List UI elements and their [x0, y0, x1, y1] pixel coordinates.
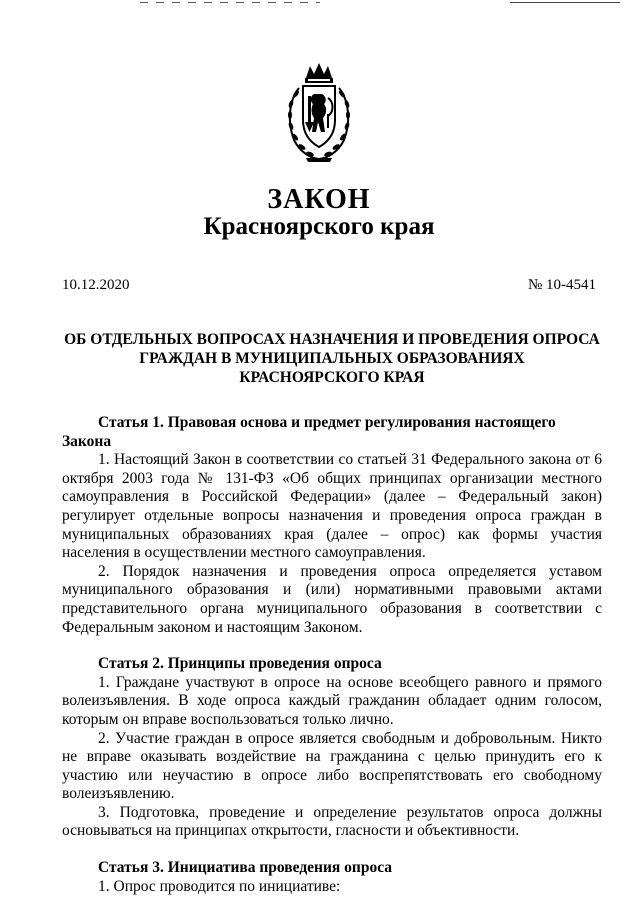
document-heading-line: ОБ ОТДЕЛЬНЫХ ВОПРОСАХ НАЗНАЧЕНИЯ И ПРОВЕДЕНИЯ ОПРОСА — [64, 331, 600, 348]
article-paragraph: 1. Граждане участвуют в опросе на основе всеобщего равного и прямого волеизъявления. В ходе опроса каждый гражданин обладает одним голосом, которым он вправе воспользоваться только лично. — [62, 673, 602, 728]
document-body — [62, 414, 602, 896]
document-heading — [60, 330, 604, 387]
page-subtitle: Красноярского края — [203, 213, 435, 240]
document-heading-line: КРАСНОЯРСКОГО КРАЯ — [239, 369, 425, 386]
article-paragraph: 3. Подготовка, проведение и определение результатов опроса должны основываться на принципах открытости, гласности и объективности. — [62, 803, 602, 840]
krasnoyarsk-coat-of-arms-icon — [284, 60, 354, 164]
scan-artifact — [510, 2, 620, 3]
article-1 — [62, 414, 602, 637]
article-title: Статья 3. Инициатива проведения опроса — [98, 859, 393, 877]
law-date: 10.12.2020 — [62, 277, 130, 293]
article-2 — [62, 655, 602, 841]
article-paragraph: 1. Опрос проводится по инициативе: — [98, 877, 341, 895]
page-title: ЗАКОН — [267, 184, 371, 215]
article-title: Статья 2. Принципы проведения опроса — [98, 655, 382, 673]
document-heading-line: ГРАЖДАН В МУНИЦИПАЛЬНЫХ ОБРАЗОВАНИЯХ — [139, 350, 525, 367]
article-paragraph: 1. Настоящий Закон в соответствии со статьей 31 Федерального закона от 6 октября 2003 года № 131-ФЗ «Об общих принципах организации местного самоуправления в Российской Федерации» (далее – Федеральный закон) регулирует отдельные вопросы назначения и проведения опроса граждан в муниципальных образованиях края (далее – опрос) как формы участия населения в осуществлении местного самоуправления. — [62, 451, 602, 562]
article-paragraph: 2. Порядок назначения и проведения опроса определяется уставом муниципального образования и (или) нормативными правовыми актами представительного органа муниципального образования в соответствии с Федеральным законом и настоящим Законом. — [62, 562, 602, 636]
article-3 — [62, 859, 602, 896]
article-title: Статья 1. Правовая основа и предмет регулирования настоящего Закона — [62, 414, 556, 450]
law-number: № 10-4541 — [527, 277, 596, 293]
article-paragraph: 2. Участие граждан в опросе является свободным и добровольным. Никто не вправе оказывать воздействие на гражданина с целью принудить его к участию или неучастию в опросе либо воспрепятствовать его свободному волеизъявлению. — [62, 729, 602, 803]
scan-artifact — [140, 2, 320, 3]
